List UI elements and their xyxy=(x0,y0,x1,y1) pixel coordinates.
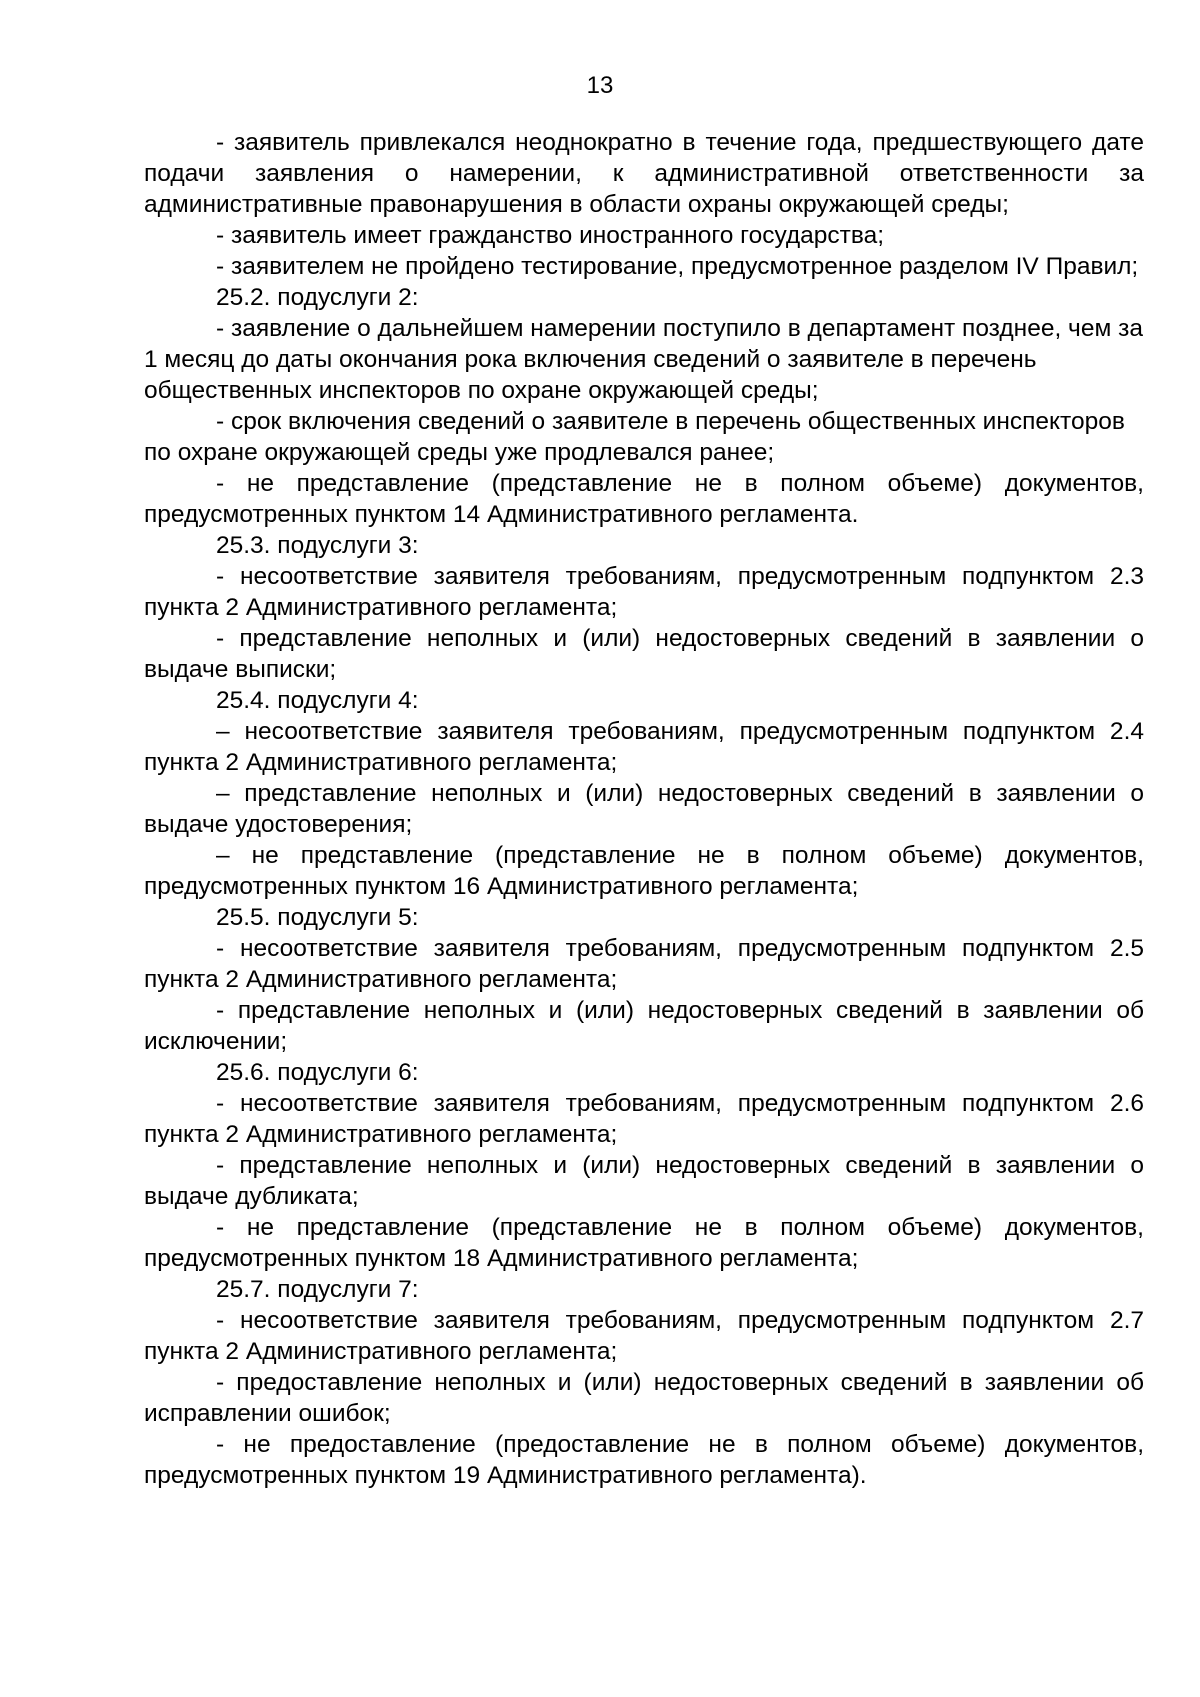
paragraph-documents-missing-16: – не представление (представление не в полном объеме) документов, предусмотренных пунктом 16 Административного регламента; xyxy=(144,842,1144,900)
section-heading-25-7: 25.7. подуслуги 7: xyxy=(216,1276,419,1303)
document-body xyxy=(144,127,1144,1491)
page-number: 13 xyxy=(586,72,614,99)
paragraph-nonconformity-2-5: - несоответствие заявителя требованиям, предусмотренным подпунктом 2.5 пункта 2 Административного регламента; xyxy=(144,935,1144,993)
paragraph-requirement-violation: - заявитель привлекался неоднократно в течение года, предшествующего дате подачи заявления о намерении, к административной ответственности за административные правонарушения в области охраны окружающей среды; xyxy=(144,129,1144,218)
paragraph-foreign-citizenship: - заявитель имеет гражданство иностранного государства; xyxy=(216,222,885,249)
paragraph-nonconformity-2-6: - несоответствие заявителя требованиям, предусмотренным подпунктом 2.6 пункта 2 Административного регламента; xyxy=(144,1090,1144,1148)
paragraph-nonconformity-2-7: - несоответствие заявителя требованиям, предусмотренным подпунктом 2.7 пункта 2 Административного регламента; xyxy=(144,1307,1144,1365)
paragraph-late-application: - заявление о дальнейшем намерении поступило в департамент позднее, чем за 1 месяц до даты окончания рока включения сведений о заявителе в перечень общественных инспекторов по охране окружающей среды; xyxy=(144,315,1143,404)
paragraph-documents-missing-19: - не предоставление (предоставление не в полном объеме) документов, предусмотренных пунктом 19 Административного регламента). xyxy=(144,1431,1144,1489)
section-heading-25-3: 25.3. подуслуги 3: xyxy=(216,532,419,559)
paragraph-incomplete-info-extract: - представление неполных и (или) недостоверных сведений в заявлении о выдаче выписки; xyxy=(144,625,1144,683)
paragraph-term-already-extended: - срок включения сведений о заявителе в перечень общественных инспекторов по охране окружающей среды уже продлевался ранее; xyxy=(144,408,1125,466)
paragraph-incomplete-info-duplicate: - представление неполных и (или) недостоверных сведений в заявлении о выдаче дубликата; xyxy=(144,1152,1144,1210)
paragraph-documents-missing-18: - не представление (представление не в полном объеме) документов, предусмотренных пунктом 18 Административного регламента; xyxy=(144,1214,1144,1272)
section-heading-25-5: 25.5. подуслуги 5: xyxy=(216,904,419,931)
paragraph-incomplete-info-certificate: – представление неполных и (или) недостоверных сведений в заявлении о выдаче удостоверения; xyxy=(144,780,1144,838)
paragraph-nonconformity-2-4: – несоответствие заявителя требованиям, предусмотренным подпунктом 2.4 пункта 2 Административного регламента; xyxy=(144,718,1144,776)
section-heading-25-4: 25.4. подуслуги 4: xyxy=(216,687,419,714)
paragraph-documents-missing-14: - не представление (представление не в полном объеме) документов, предусмотренных пунктом 14 Административного регламента. xyxy=(144,470,1144,528)
section-heading-25-2: 25.2. подуслуги 2: xyxy=(216,284,419,311)
paragraph-nonconformity-2-3: - несоответствие заявителя требованиям, предусмотренным подпунктом 2.3 пункта 2 Административного регламента; xyxy=(144,563,1144,621)
section-heading-25-6: 25.6. подуслуги 6: xyxy=(216,1059,419,1086)
paragraph-incomplete-info-corrections: - предоставление неполных и (или) недостоверных сведений в заявлении об исправлении ошибок; xyxy=(144,1369,1144,1427)
paragraph-incomplete-info-exclusion: - представление неполных и (или) недостоверных сведений в заявлении об исключении; xyxy=(144,997,1144,1055)
paragraph-testing-not-passed: - заявителем не пройдено тестирование, предусмотренное разделом IV Правил; xyxy=(216,253,1139,280)
